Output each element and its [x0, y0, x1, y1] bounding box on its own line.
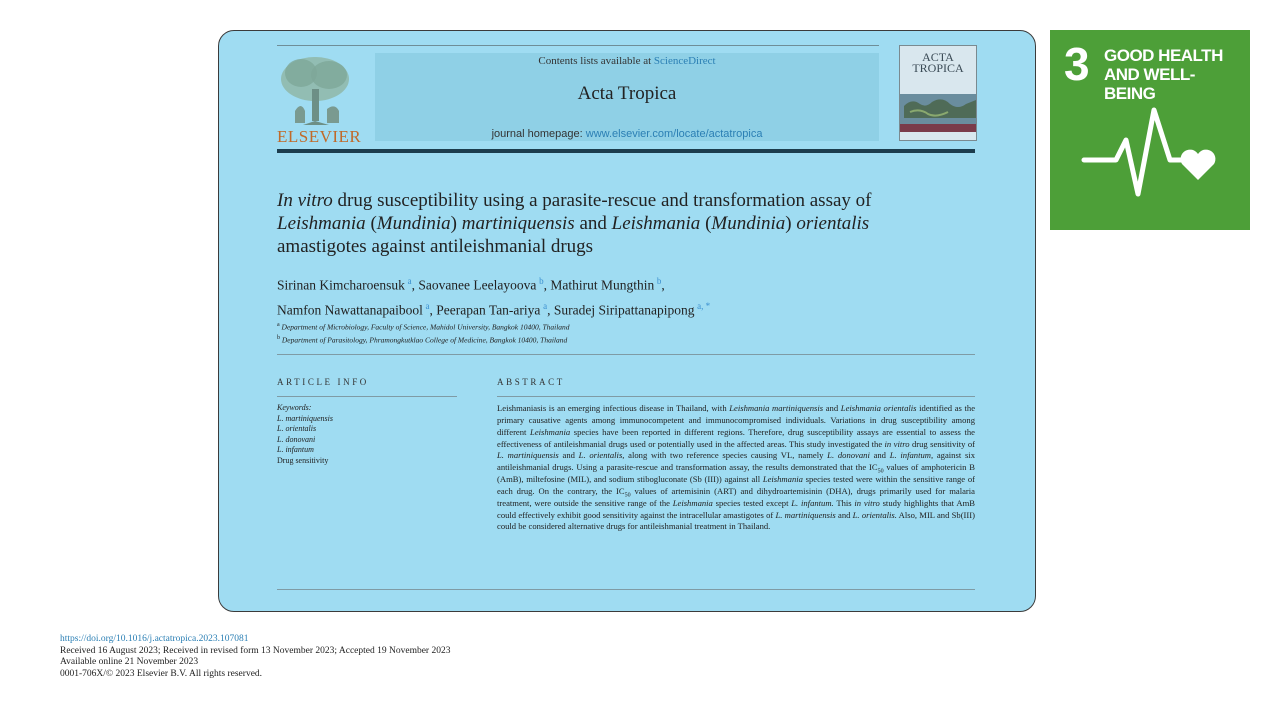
abstract-heading: ABSTRACT — [497, 377, 565, 387]
abstract-segment: study highlights that AmB could effectively exhibit good sensitivity against the intracellular amastigotes of — [497, 497, 975, 520]
abstract-segment: and — [835, 509, 853, 520]
abstract-segment: and — [558, 450, 579, 461]
title-segment: martiniquensis — [461, 213, 575, 234]
affiliation-text: Department of Microbiology, Faculty of Science, Mahidol University, Bangkok 10400, Thailand — [281, 322, 570, 332]
header-bottom-rule — [277, 149, 975, 153]
elsevier-logo — [275, 53, 362, 147]
abstract-segment: against six antileishmanial drugs. Using a parasite-rescue and transformation assay, the results demonstrated that the IC — [497, 450, 975, 473]
affiliations — [277, 320, 917, 345]
author-affiliation-mark[interactable]: a — [543, 300, 548, 311]
journal-homepage-link[interactable]: www.elsevier.com/locate/actatropica — [585, 128, 763, 140]
abstract-segment: species tested except — [712, 497, 792, 508]
keyword-item: L. orientalis — [277, 424, 317, 433]
sdg-title-line2: AND WELL-BEING — [1104, 65, 1195, 103]
sdg-number: 3 — [1064, 38, 1090, 90]
abstract-segment: species have been reported in different regions. Therefore, drug susceptibility assays are essential to assess the effectiveness of antileishmanial drugs used or potentially used in the affected areas. This study investigated the — [497, 426, 975, 449]
title-segment: In vitro — [277, 190, 333, 211]
title-segment: ( — [365, 213, 377, 234]
abstract-segment: along with two reference species causing VL, namely — [624, 450, 828, 461]
author-affiliation-mark[interactable]: a — [425, 300, 430, 311]
available-online: Available online 21 November 2023 — [60, 657, 199, 667]
author-name[interactable]: Peerapan Tan-ariya — [436, 302, 541, 317]
sciencedirect-link[interactable]: ScienceDirect — [653, 55, 716, 67]
article-info-heading: ARTICLE INFO — [277, 377, 369, 387]
received-dates: Received 16 August 2023; Received in revised form 13 November 2023; Accepted 19 November 2023 — [60, 645, 451, 656]
homepage-prefix: journal homepage: — [491, 128, 586, 140]
section-divider — [277, 354, 975, 355]
abstract-segment: values of amphotericin B (AmB), miltefosine (MIL), and sodium stibogluconate (Sb (III)) against all — [497, 462, 975, 485]
abstract-segment: L. infantum, — [889, 450, 934, 461]
title-segment: orientalis — [796, 213, 870, 234]
contents-line — [375, 55, 879, 67]
abstract-segment: Leishmania — [762, 474, 803, 485]
abstract-subscript: 50 — [624, 492, 631, 499]
affiliation-a — [277, 320, 917, 333]
keyword-item: L. donovani — [277, 434, 316, 444]
keyword-item: L. infantum — [277, 445, 314, 454]
sdg-title — [1104, 46, 1244, 103]
affiliation-text: Department of Parasitology, Phramongkutklao College of Medicine, Bangkok 10400, Thailand — [281, 335, 568, 344]
abstract-segment: in vitro — [854, 497, 880, 508]
title-segment: drug susceptibility using a parasite-rescue and transformation assay of — [332, 190, 872, 211]
article-title — [277, 189, 917, 258]
abstract-segment: Leishmania orientalis — [840, 403, 917, 413]
heartbeat-heart-icon — [1080, 102, 1220, 202]
author-affiliation-mark[interactable]: a, * — [697, 300, 711, 311]
affiliation-b — [277, 333, 917, 346]
cover-map-icon — [900, 46, 977, 141]
abstract-segment: Leishmania — [672, 497, 713, 508]
abstract-segment: Also, MIL and Sb(III) could be considered alternative drugs for antileishmanial treatment in Thailand. — [497, 509, 975, 532]
title-segment: Leishmania — [277, 213, 366, 234]
abstract-segment: species tested were within the sensitive range of each drug. On the contrary, the IC — [497, 474, 975, 496]
copyright: 0001-706X/© 2023 Elsevier B.V. All rights reserved. — [60, 668, 263, 679]
abstract-segment: values of artemisinin (ART) and dihydroartemisinin (DHA), drugs primarily used for malaria treatment, were outside the sensitive range of the — [497, 485, 975, 508]
cover-title-line1: ACTA — [922, 50, 954, 64]
affiliation-mark: a — [277, 322, 280, 328]
journal-cover — [899, 45, 977, 141]
header-top-rule — [277, 45, 879, 46]
abstract-rule — [497, 396, 975, 397]
abstract-text — [497, 403, 975, 533]
author-name[interactable]: Mathirut Mungthin — [550, 277, 655, 293]
sdg-title-line1: GOOD HEALTH — [1104, 46, 1223, 65]
sdg3-badge — [1050, 30, 1250, 230]
abstract-segment: Leishmania martiniquensis — [729, 403, 824, 413]
article-info-rule — [277, 396, 457, 397]
title-segment: ) — [785, 213, 797, 234]
abstract-segment: Leishmania — [530, 426, 571, 437]
title-segment: Mundinia — [376, 213, 451, 234]
article-footer — [60, 634, 450, 680]
abstract-segment: L. orientalis. — [852, 509, 897, 520]
journal-masthead — [375, 53, 879, 141]
abstract-segment: in vitro — [884, 438, 910, 449]
abstract-segment: and — [823, 403, 841, 413]
title-segment: ( — [700, 213, 712, 234]
doi-link[interactable]: https://doi.org/10.1016/j.actatropica.2023.107081 — [60, 634, 249, 644]
keyword-item: Drug sensitivity — [277, 455, 329, 465]
affiliation-mark: b — [277, 334, 280, 341]
title-segment: Mundinia — [711, 213, 786, 234]
abstract-segment: L. donovani — [827, 450, 870, 461]
abstract-segment: and — [869, 450, 890, 461]
title-segment: ) — [450, 213, 462, 234]
title-segment: and — [574, 213, 612, 234]
abstract-segment: drug sensitivity of — [909, 438, 975, 449]
author-affiliation-mark[interactable]: a — [407, 276, 412, 286]
cover-title-line2: TROPICA — [912, 61, 964, 75]
abstract-segment: L. martiniquensis — [775, 509, 836, 520]
author-affiliation-mark[interactable]: b — [656, 276, 662, 286]
abstract-segment: Leishmaniasis is an emerging infectious disease in Thailand, with — [497, 403, 730, 413]
author-list: Sirinan Kimcharoensuk $^a$, Saovanee Leelayoova $^b$, Mathirut Mungthin $^b$, Namfon Nawattanapaibool $^a$, Peerapan Tan-ariya $^a$, Suradej Siripattanapipong $^{a, *}$ — [277, 276, 711, 317]
keywords-label: Keywords: — [277, 403, 312, 412]
author-name[interactable]: Namfon Nawattanapaibool — [277, 302, 423, 317]
author-affiliation-mark[interactable]: b — [539, 276, 544, 286]
paper-card — [218, 30, 1036, 612]
title-segment: amastigotes against antileishmanial drugs — [277, 236, 594, 257]
abstract-segment: L. orientalis, — [578, 450, 625, 461]
homepage-line — [375, 128, 879, 140]
keywords-block — [277, 403, 457, 466]
title-segment: Leishmania — [611, 213, 701, 234]
bottom-rule — [277, 589, 975, 590]
abstract-segment: L. infantum. — [791, 497, 834, 508]
publisher-name: ELSEVIER — [277, 127, 362, 146]
abstract-segment: L. martiniquensis — [497, 450, 559, 461]
tree-logo-icon — [275, 53, 357, 127]
author-name[interactable]: Sirinan Kimcharoensuk — [277, 277, 405, 293]
journal-title: Acta Tropica — [577, 83, 677, 104]
contents-prefix: Contents lists available at — [538, 55, 654, 67]
keyword-item: L. martiniquensis — [277, 413, 334, 423]
abstract-subscript: 50 — [877, 468, 884, 475]
abstract-segment: This — [833, 497, 855, 508]
abstract-segment: identified as the primary causative agents among immunocompetent and immunocompromised individuals. Variations in drug susceptibility among different — [497, 403, 976, 437]
author-name[interactable]: Saovanee Leelayoova — [418, 277, 537, 293]
author-name[interactable]: Suradej Siripattanapipong — [553, 302, 695, 317]
